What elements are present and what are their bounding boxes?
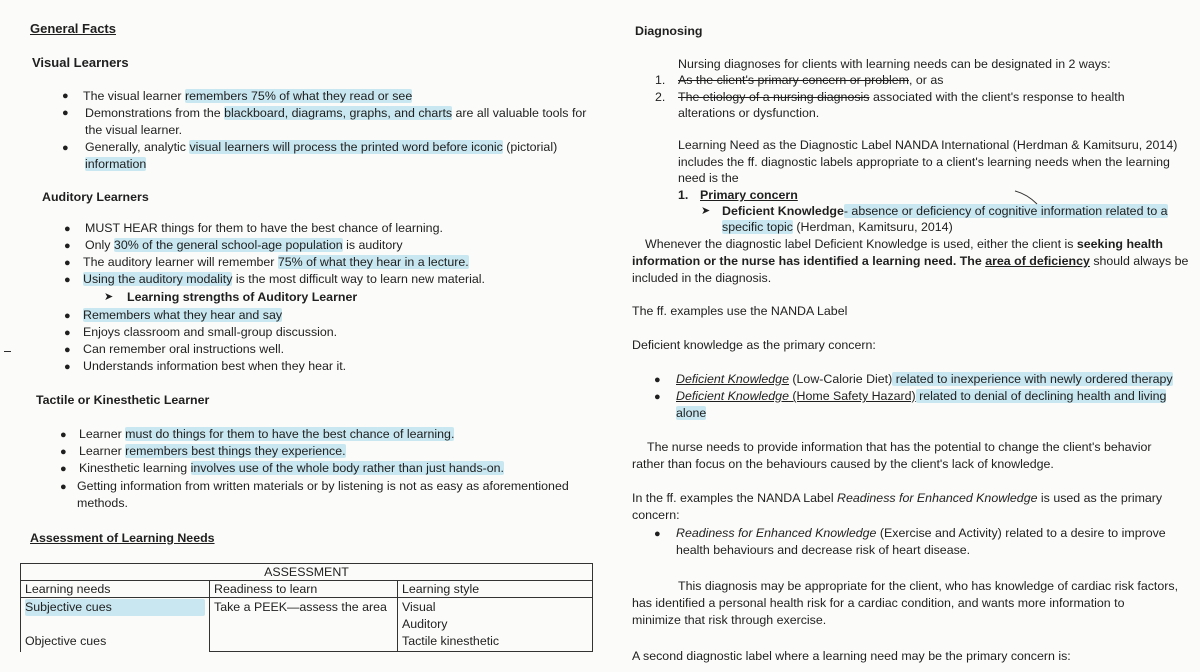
bullet-icon: ●	[654, 374, 661, 386]
right-page	[615, 0, 1200, 672]
bullet-icon: ●	[64, 344, 71, 356]
auditory-bullet-5: Remembers what they hear and say	[83, 308, 283, 322]
bullet-icon: ●	[654, 391, 661, 403]
table-row	[21, 581, 593, 598]
example-2: Deficient Knowledge (Home Safety Hazard) related to denial of declining health and living	[676, 389, 1167, 403]
ff-examples-line-1: In the ff. examples the NANDA Label Readiness for Enhanced Knowledge is used as the primary	[632, 491, 1163, 505]
nurse-line-2: rather than focus on the behaviours caused by the client's lack of knowledge.	[632, 457, 1054, 471]
general-facts-title: General Facts	[30, 21, 116, 36]
tactile-bullet-4: Getting information from written materials or by listening is not as easy as aforementioned	[77, 479, 569, 493]
diagnosis-line-3: minimize that risk through exercise.	[632, 613, 827, 627]
second-label-line: A second diagnostic label where a learning need may be the primary concern is:	[632, 649, 1071, 663]
auditory-bullet-8: Understands information best when they hear it.	[83, 359, 347, 373]
example-1: Deficient Knowledge (Low-Calorie Diet) related to inexperience with newly ordered therapy	[676, 372, 1173, 386]
auditory-bullet-3: The auditory learner will remember 75% of what they hear in a lecture.	[83, 255, 469, 269]
tactile-bullet-2: Learner remembers best things they experience.	[79, 444, 346, 458]
diagnosis-line-1: This diagnosis may be appropriate for the client, who has knowledge of cardiac risk factors,	[678, 579, 1179, 593]
table-cell: Visual Auditory Tactile kinesthetic	[398, 598, 593, 652]
bullet-icon: ●	[64, 310, 71, 322]
bullet-icon: ●	[64, 257, 71, 269]
list-number: 1.	[678, 188, 689, 202]
list-item-2: The etiology of a nursing diagnosis associated with the client's response to health	[678, 90, 1125, 104]
bullet-icon: ●	[60, 446, 67, 458]
ff-nanda-label: The ff. examples use the NANDA Label	[632, 304, 848, 318]
table-row	[21, 598, 593, 652]
bullet-icon: ●	[654, 528, 661, 540]
table-header-cell: Learning needs	[21, 581, 210, 598]
list-number: 1.	[655, 73, 666, 87]
table-cell: Subjective cues Objective cues	[21, 598, 210, 652]
visual-bullet-2: Demonstrations from the blackboard, diagrams, graphs, and charts are all valuable tools for	[85, 106, 587, 120]
arrow-bullet-icon: ➤	[701, 205, 711, 217]
readiness-example: Readiness for Enhanced Knowledge (Exercise and Activity) related to a desire to improve	[676, 526, 1166, 540]
margin-mark	[4, 351, 11, 352]
auditory-bullet-1: MUST HEAR things for them to have the best chance of learning.	[85, 221, 443, 235]
table-header-cell: Learning style	[398, 581, 593, 598]
deficient-knowledge-def: Deficient Knowledge- absence or deficiency of cognitive information related to a	[722, 204, 1168, 218]
list-number: 2.	[655, 90, 666, 104]
auditory-bullet-2: Only 30% of the general school-age population is auditory	[85, 238, 403, 252]
nurse-line-1: The nurse needs to provide information that has the potential to change the client's behavior	[647, 440, 1152, 454]
visual-learners-heading: Visual Learners	[32, 55, 129, 70]
table-cell: Take a PEEK—assess the area	[210, 598, 398, 652]
bullet-icon: ●	[64, 274, 71, 286]
bullet-icon: ●	[60, 481, 67, 493]
primary-concern-label: Primary concern	[700, 188, 798, 202]
ff-examples-line-2: concern:	[632, 508, 680, 522]
whenever-line-3: included in the diagnosis.	[632, 271, 772, 285]
tactile-bullet-3: Kinesthetic learning involves use of the whole body rather than just hands-on.	[79, 461, 504, 475]
arrow-bullet-icon: ➤	[104, 291, 114, 303]
bullet-icon: ●	[64, 361, 71, 373]
assessment-table	[20, 563, 593, 652]
auditory-bullet-7: Can remember oral instructions well.	[83, 342, 285, 356]
tactile-bullet-4-cont: methods.	[77, 496, 128, 510]
table-title: ASSESSMENT	[21, 564, 593, 581]
readiness-example-cont: health behaviours and decrease risk of heart disease.	[676, 543, 971, 557]
deficient-knowledge-def-cont: specific topic (Herdman, Kamitsuru, 2014)	[722, 220, 953, 234]
example-2-cont: alone	[676, 406, 707, 420]
visual-bullet-1: The visual learner remembers 75% of what they read or see	[83, 89, 413, 103]
list-item-1: As the client's primary concern or problem, or as	[678, 73, 944, 87]
bullet-icon: ●	[62, 107, 69, 119]
whenever-line-1: Whenever the diagnostic label Deficient Knowledge is used, either the client is seeking health	[645, 237, 1163, 251]
bullet-icon: ●	[64, 223, 71, 235]
bullet-icon: ●	[60, 463, 67, 475]
tactile-heading: Tactile or Kinesthetic Learner	[36, 393, 210, 407]
visual-bullet-3: Generally, analytic visual learners will process the printed word before iconic (pictorial)	[85, 140, 558, 154]
table-row	[21, 564, 593, 581]
auditory-bullet-4: Using the auditory modality is the most difficult way to learn new material.	[83, 272, 485, 286]
learning-need-line-2: includes the ff. diagnostic labels appropriate to a client's learning needs when the learning	[678, 155, 1170, 169]
visual-bullet-3-cont: information	[85, 157, 147, 171]
learning-need-line-3: need is the	[678, 171, 739, 185]
diagnosing-intro: Nursing diagnoses for clients with learning needs can be designated in 2 ways:	[678, 57, 1111, 71]
learning-need-line-1: Learning Need as the Diagnostic Label NANDA International (Herdman & Kamitsuru, 2014)	[678, 138, 1178, 152]
bullet-icon: ●	[64, 327, 71, 339]
auditory-learners-heading: Auditory Learners	[42, 190, 149, 204]
auditory-bullet-6: Enjoys classroom and small-group discussion.	[83, 325, 338, 339]
bullet-icon: ●	[62, 90, 69, 102]
whenever-line-2: information or the nurse has identified a learning need. The area of deficiency should always be	[632, 254, 1189, 268]
auditory-strengths-subheading: Learning strengths of Auditory Learner	[127, 290, 358, 304]
dk-primary-concern: Deficient knowledge as the primary concern:	[632, 338, 876, 352]
visual-bullet-2-cont: the visual learner.	[85, 123, 183, 137]
diagnosing-heading: Diagnosing	[635, 24, 703, 38]
diagnosis-line-2: has identified a personal health risk for a cardiac condition, and wants more information to	[632, 596, 1125, 610]
assessment-heading: Assessment of Learning Needs	[30, 531, 215, 545]
pen-mark	[1013, 188, 1043, 208]
bullet-icon: ●	[64, 240, 71, 252]
tactile-bullet-1: Learner must do things for them to have the best chance of learning.	[79, 427, 455, 441]
bullet-icon: ●	[62, 142, 69, 154]
bullet-icon: ●	[60, 429, 67, 441]
table-header-cell: Readiness to learn	[210, 581, 398, 598]
list-item-2-cont: alterations or dysfunction.	[678, 106, 820, 120]
